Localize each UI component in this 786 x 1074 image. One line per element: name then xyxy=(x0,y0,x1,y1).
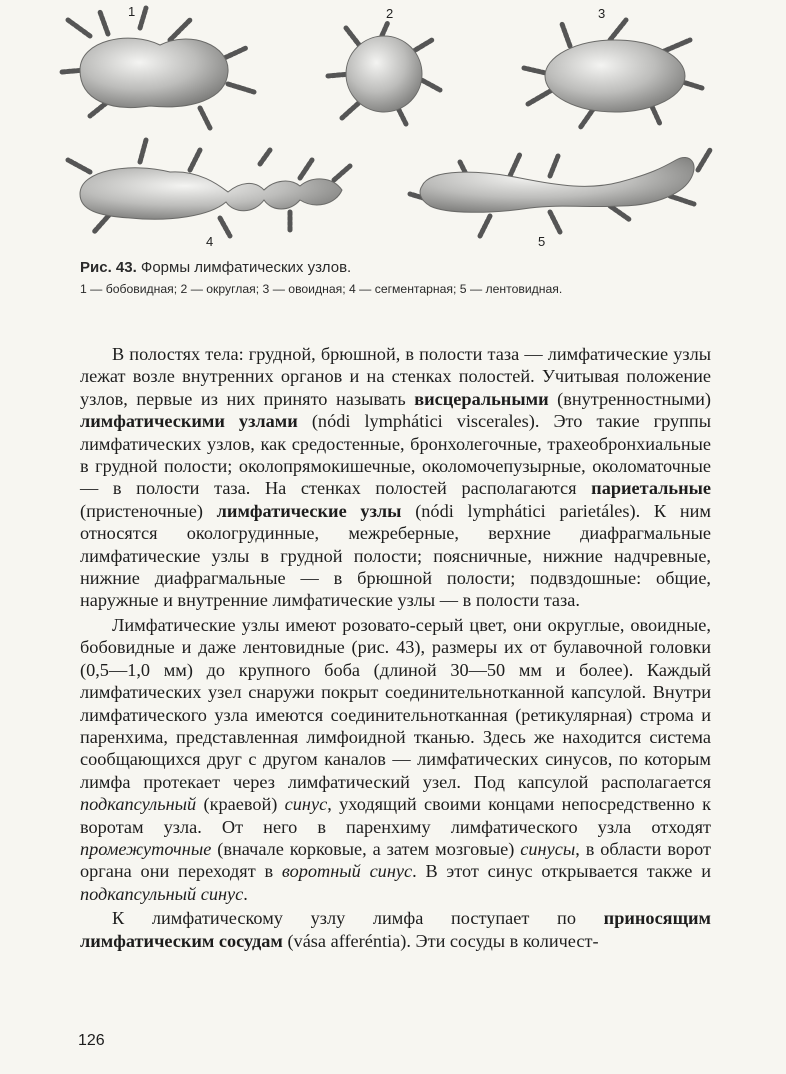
lymph-node-figure xyxy=(50,0,730,255)
page-number: 126 xyxy=(78,1032,105,1049)
text-run: (вначале корковые, а затем мозговые) xyxy=(211,838,521,859)
term-parietal: париетальные xyxy=(591,478,711,499)
term-sinus: синус xyxy=(284,794,328,815)
lymph-node-illustration xyxy=(50,0,730,255)
text-run: , уходящий своими концами непосредственно к воротам узла. От него в паренхиму лимфатического узла отходят xyxy=(80,794,711,837)
term-subcapsular: подкапсульный xyxy=(80,794,197,815)
term-sinuses: синусы xyxy=(520,838,576,859)
term-lymph-nodes: лимфатическими узлами xyxy=(80,411,298,432)
paragraph-3 xyxy=(80,907,711,952)
text-run: (пристеночные) xyxy=(80,500,217,521)
text-run: В полостях тела: грудной, брюшной, в полости таза — лимфатические узлы лежат возле внутренних органов и на стенках полостей. Учитывая положение узлов, первые из них принято называть xyxy=(80,344,711,409)
text-run: (краевой) xyxy=(196,794,285,815)
caption-title-text: Формы лимфатических узлов. xyxy=(136,259,352,276)
caption-title xyxy=(80,259,720,276)
body-text xyxy=(80,343,711,952)
text-run: . xyxy=(243,883,248,904)
figure-label-1: 1 xyxy=(128,4,136,19)
node-shape-oval xyxy=(545,40,685,112)
text-run: Лимфатические узлы имеют розовато-серый цвет, они округлые, овоидные, бобовидные и даже лентовидные (рис. 43), размеры их от булавочной головки (0,5—1,0 мм) до крупного боба (длиной 30—50 мм и более). Каждый лимфатических узел снаружи покрыт соединительнотканной капсулой. Внутри лимфатического узла имеются соединительнотканная (ретикулярная) строма и паренхима, представленная лимфоидной тканью. Здесь же находится система сообщающихся друг с другом каналов — лимфатических синусов, по которым лимфа протекает через лимфатический узел. Под капсулой располагается xyxy=(80,614,711,792)
node-shape-round xyxy=(346,36,422,112)
text-run: (nódi lymphátici viscerales). Это такие группы лимфатических узлов, как средостенные, бронхолегочные, трахеобронхиальные в грудной полости; околопрямокишечные, околомочепузырные, околоматочные — в полости таза. На стенках полостей располагаются xyxy=(80,411,711,499)
term-afferent-vessels: приносящим лимфатическим сосудам xyxy=(80,908,711,951)
term-subcapsular-sinus: подкапсульный синус xyxy=(80,883,244,904)
caption-prefix: Рис. 43. xyxy=(80,259,137,276)
text-run: К лимфатическому узлу лимфа поступает по xyxy=(112,908,604,929)
text-run: (внутренностными) xyxy=(548,388,712,409)
text-run: (nódi lymphátici parietáles). К ним относятся окологрудинные, межреберные, верхние диафрагмальные лимфатические узлы в грудной полости; поясничные, нижние надчревные, нижние диафрагмальные — в брюшной полости; подвздошные: общие, наружные и внутренние лимфатические узлы — в полости таза. xyxy=(80,500,711,611)
text-run: . В этот синус открывается также и xyxy=(412,861,711,882)
figure-label-5: 5 xyxy=(538,234,546,249)
figure-label-2: 2 xyxy=(386,6,394,21)
term-visceral: висцеральными xyxy=(414,388,549,409)
term-hilar-sinus: воротный синус xyxy=(281,861,413,882)
paragraph-1 xyxy=(80,343,711,612)
figure-caption xyxy=(80,259,720,297)
text-run: , в области ворот органа они переходят в xyxy=(80,838,712,882)
figure-label-4: 4 xyxy=(206,234,214,249)
node-shape-bean xyxy=(80,38,228,107)
term-lymph-nodes: лимфатические узлы xyxy=(216,500,402,521)
figure-label-3: 3 xyxy=(598,6,606,21)
caption-legend: 1 — бобовидная; 2 — округлая; 3 — овоидная; 4 — сегментарная; 5 — лентовидная. xyxy=(80,282,563,296)
paragraph-2 xyxy=(80,614,711,905)
term-intermediate: промежуточные xyxy=(80,838,212,859)
text-run: (vása afferéntia). Эти сосуды в количест- xyxy=(282,930,599,951)
